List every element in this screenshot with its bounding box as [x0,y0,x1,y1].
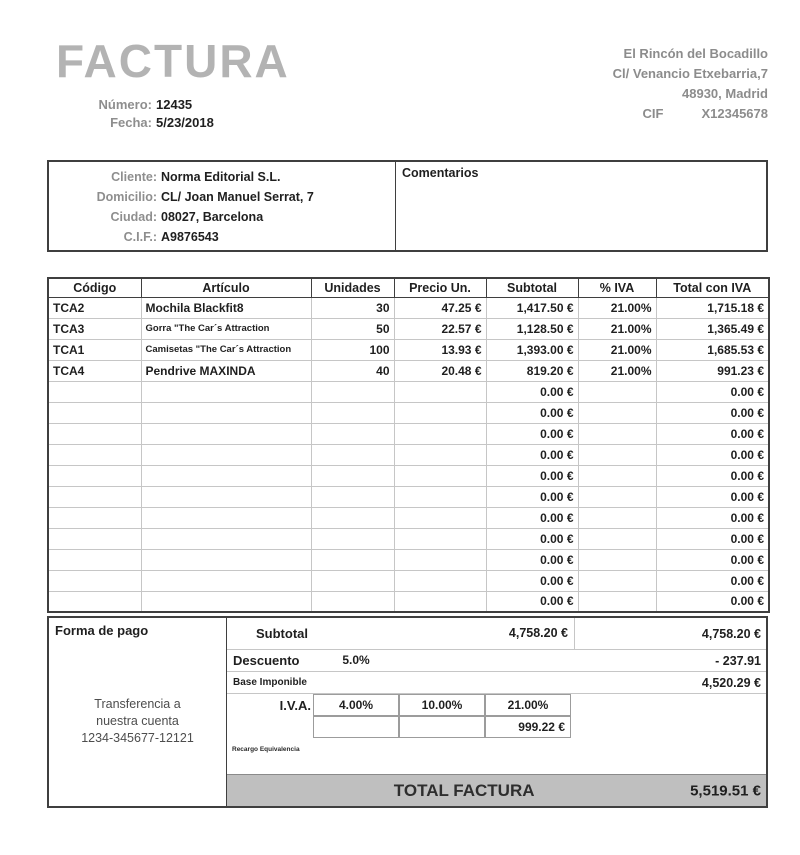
payment-line: Transferencia a [94,697,181,711]
empty-item-row [48,423,769,444]
empty-item-row [48,507,769,528]
item-iva-cell [578,486,656,507]
invoice-number-row [52,96,214,114]
total-factura-label: TOTAL FACTURA [393,780,535,800]
item-unidades-cell [311,486,394,507]
item-total-cell: 0.00 € [656,528,769,549]
item-unidades-cell: 40 [311,360,394,381]
item-subtotal-cell: 1,393.00 € [486,339,578,360]
item-iva-cell: 21.00% [578,318,656,339]
payment-box [49,618,227,806]
empty-item-row [48,444,769,465]
item-precio-cell [394,402,486,423]
descuento-pct: 5.0% [342,652,370,667]
item-unidades-cell: 50 [311,318,394,339]
item-codigo-cell [48,507,141,528]
client-row [49,167,395,187]
item-iva-cell [578,402,656,423]
invoice-date-value: 5/23/2018 [156,115,214,130]
descuento-row [227,650,766,672]
summary-section [47,616,768,808]
items-header-row [48,278,769,297]
item-articulo-cell [141,570,311,591]
items-table [47,277,770,613]
item-subtotal-cell: 0.00 € [486,402,578,423]
item-subtotal-cell: 0.00 € [486,570,578,591]
item-subtotal-cell: 0.00 € [486,486,578,507]
item-subtotal-cell: 1,128.50 € [486,318,578,339]
column-header: Código [48,278,141,297]
item-total-cell: 0.00 € [656,570,769,591]
item-unidades-cell [311,381,394,402]
item-codigo-cell [48,465,141,486]
item-unidades-cell [311,423,394,444]
item-articulo-cell [141,591,311,612]
payment-method-text [49,696,226,747]
iva-rate-21: 21.00% [485,694,571,716]
item-articulo-cell [141,486,311,507]
company-cif-value: X12345678 [701,106,768,121]
client-box [47,160,768,252]
item-precio-cell: 13.93 € [394,339,486,360]
item-unidades-cell [311,402,394,423]
subtotal-label: Subtotal [256,626,308,641]
client-row-label: C.I.F.: [123,230,157,244]
item-total-cell: 1,365.49 € [656,318,769,339]
column-header: Unidades [311,278,394,297]
item-subtotal-cell: 1,417.50 € [486,297,578,318]
subtotal-total-value: 4,758.20 € [701,626,761,641]
base-imponible-row [227,672,766,694]
item-codigo-cell [48,591,141,612]
item-codigo-cell: TCA3 [48,318,141,339]
item-articulo-cell [141,381,311,402]
invoice-number-value: 12435 [156,97,193,112]
item-precio-cell [394,444,486,465]
item-codigo-cell: TCA2 [48,297,141,318]
client-row-value: A9876543 [161,230,219,244]
item-iva-cell [578,444,656,465]
item-subtotal-cell: 0.00 € [486,381,578,402]
item-codigo-cell [48,570,141,591]
client-row [49,227,395,247]
client-row [49,207,395,227]
item-total-cell: 0.00 € [656,402,769,423]
company-cif-row [613,104,768,124]
base-imponible-label: Base Imponible [233,677,307,688]
empty-item-row [48,381,769,402]
item-subtotal-cell: 0.00 € [486,528,578,549]
descuento-value: - 237.91 [715,653,761,668]
iva-rate-4: 4.00% [313,694,399,716]
item-row [48,360,769,381]
item-articulo-cell [141,507,311,528]
iva-amount-cell-empty-2 [399,716,485,738]
empty-item-row [48,591,769,612]
comments-label: Comentarios [402,166,479,180]
comments-section [395,162,766,250]
item-total-cell: 0.00 € [656,465,769,486]
item-unidades-cell [311,570,394,591]
recargo-equivalencia-label: Recargo Equivalencia [232,746,300,753]
item-codigo-cell: TCA1 [48,339,141,360]
item-iva-cell [578,507,656,528]
empty-item-row [48,402,769,423]
totals-region [227,618,766,806]
item-precio-cell [394,549,486,570]
item-precio-cell [394,486,486,507]
client-row-value: CL/ Joan Manuel Serrat, 7 [161,190,314,204]
company-cif-label: CIF [642,106,664,121]
item-total-cell: 0.00 € [656,486,769,507]
item-iva-cell [578,381,656,402]
client-row-label: Cliente: [111,170,157,184]
item-total-cell: 0.00 € [656,444,769,465]
empty-item-row [48,528,769,549]
item-total-cell: 1,715.18 € [656,297,769,318]
invoice-number-label: Número: [98,97,152,112]
item-row [48,297,769,318]
empty-item-row [48,486,769,507]
page-title: FACTURA [56,35,290,87]
item-articulo-cell [141,549,311,570]
client-details [49,162,395,250]
item-iva-cell: 21.00% [578,297,656,318]
total-factura-value: 5,519.51 € [690,782,761,799]
iva-label: I.V.A. [279,697,311,713]
item-subtotal-cell: 0.00 € [486,444,578,465]
item-precio-cell [394,570,486,591]
item-subtotal-cell: 0.00 € [486,591,578,612]
item-precio-cell [394,465,486,486]
item-total-cell: 0.00 € [656,423,769,444]
company-city: 48930, Madrid [682,86,768,101]
item-unidades-cell [311,465,394,486]
item-subtotal-cell: 0.00 € [486,423,578,444]
item-subtotal-cell: 819.20 € [486,360,578,381]
item-subtotal-cell: 0.00 € [486,507,578,528]
item-codigo-cell [48,549,141,570]
item-subtotal-cell: 0.00 € [486,549,578,570]
item-total-cell: 991.23 € [656,360,769,381]
item-precio-cell [394,591,486,612]
subtotal-row [227,618,766,650]
item-precio-cell: 47.25 € [394,297,486,318]
item-precio-cell [394,507,486,528]
item-articulo-cell: Camisetas "The Car´s Attraction [141,339,311,360]
payment-method-label: Forma de pago [55,623,149,638]
item-iva-cell: 21.00% [578,360,656,381]
iva-rates-row [227,694,766,716]
payment-line: nuestra cuenta [96,714,179,728]
item-total-cell: 0.00 € [656,549,769,570]
item-iva-cell [578,591,656,612]
column-header: Artículo [141,278,311,297]
item-total-cell: 1,685.53 € [656,339,769,360]
item-articulo-cell [141,402,311,423]
column-header: Total con IVA [656,278,769,297]
item-precio-cell [394,528,486,549]
invoice-meta [52,96,214,132]
payment-line: 1234-345677-12121 [81,731,194,745]
item-codigo-cell [48,486,141,507]
item-total-cell: 0.00 € [656,591,769,612]
item-unidades-cell: 100 [311,339,394,360]
item-row [48,318,769,339]
item-articulo-cell [141,465,311,486]
item-articulo-cell: Pendrive MAXINDA [141,360,311,381]
subtotal-value: 4,758.20 € [227,618,575,649]
item-codigo-cell [48,402,141,423]
iva-amount-value: 999.22 € [485,716,571,738]
item-unidades-cell [311,549,394,570]
item-iva-cell: 21.00% [578,339,656,360]
item-iva-cell [578,465,656,486]
item-precio-cell [394,381,486,402]
invoice-date-row [52,114,214,132]
client-row-label: Ciudad: [110,210,157,224]
client-row-value: Norma Editorial S.L. [161,170,281,184]
item-total-cell: 0.00 € [656,507,769,528]
descuento-label: Descuento [233,653,300,668]
company-info [613,44,768,124]
empty-item-row [48,570,769,591]
item-articulo-cell [141,423,311,444]
item-unidades-cell [311,528,394,549]
company-name: El Rincón del Bocadillo [623,46,768,61]
client-row [49,187,395,207]
item-iva-cell [578,423,656,444]
item-subtotal-cell: 0.00 € [486,465,578,486]
invoice-date-label: Fecha: [110,115,152,130]
total-bar [227,774,766,806]
item-unidades-cell [311,507,394,528]
base-imponible-value: 4,520.29 € [701,675,761,690]
item-articulo-cell: Gorra "The Car´s Attraction [141,318,311,339]
item-total-cell: 0.00 € [656,381,769,402]
column-header: Precio Un. [394,278,486,297]
item-row [48,339,769,360]
item-articulo-cell [141,444,311,465]
item-codigo-cell [48,444,141,465]
item-iva-cell [578,528,656,549]
company-address: Cl/ Venancio Etxebarria,7 [612,66,768,81]
item-articulo-cell [141,528,311,549]
item-precio-cell: 20.48 € [394,360,486,381]
items-body [48,297,769,612]
item-articulo-cell: Mochila Blackfit8 [141,297,311,318]
iva-rate-10: 10.00% [399,694,485,716]
item-precio-cell: 22.57 € [394,318,486,339]
iva-amount-cell-empty-1 [313,716,399,738]
item-unidades-cell [311,444,394,465]
empty-item-row [48,465,769,486]
item-iva-cell [578,549,656,570]
item-codigo-cell: TCA4 [48,360,141,381]
client-row-label: Domicilio: [96,190,157,204]
item-unidades-cell [311,591,394,612]
item-codigo-cell [48,381,141,402]
item-unidades-cell: 30 [311,297,394,318]
item-codigo-cell [48,423,141,444]
item-precio-cell [394,423,486,444]
item-codigo-cell [48,528,141,549]
iva-amount-row [227,716,766,738]
column-header: % IVA [578,278,656,297]
column-header: Subtotal [486,278,578,297]
empty-item-row [48,549,769,570]
client-row-value: 08027, Barcelona [161,210,264,224]
item-iva-cell [578,570,656,591]
